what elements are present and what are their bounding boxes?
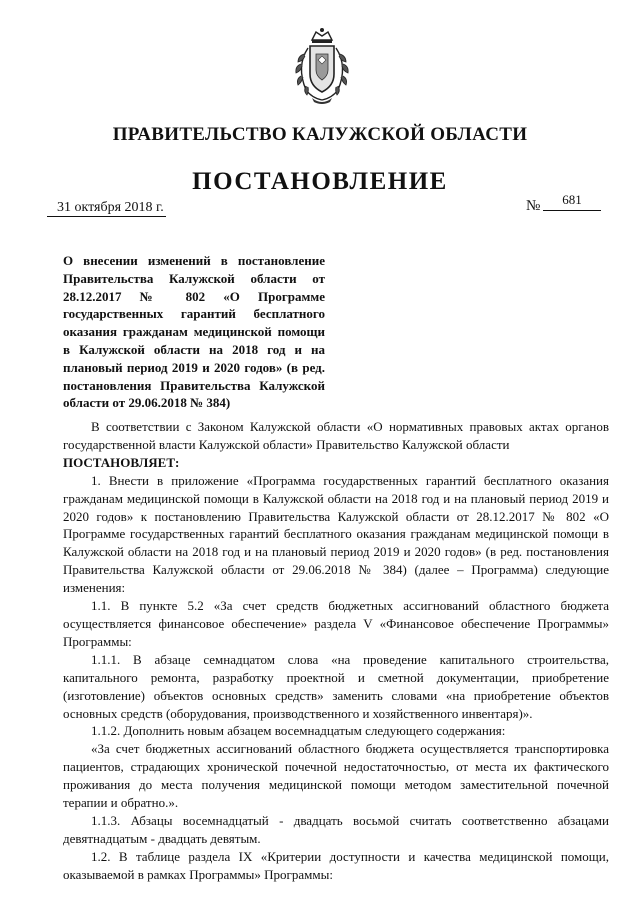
- document-type-title: ПОСТАНОВЛЕНИЕ: [192, 168, 448, 195]
- intro-paragraph: В соответствии с Законом Калужской области «О нормативных правовых актах органов государственной власти Калужской области» Правительство Калужской области: [63, 419, 609, 452]
- government-title: ПРАВИТЕЛЬСТВО КАЛУЖСКОЙ ОБЛАСТИ: [112, 124, 528, 145]
- coat-of-arms-icon: [290, 26, 354, 106]
- decree-heading: ПОСТАНОВЛЯЕТ:: [63, 454, 180, 470]
- body-paragraph: 1.1.2. Дополнить новым абзацем восемнадцатым следующего содержания:: [91, 723, 506, 739]
- document-number: 681: [543, 192, 601, 211]
- document-body: [63, 418, 609, 884]
- body-paragraph: «За счет бюджетных ассигнований областного бюджета осуществляется транспортировка пациентов, страдающих хронической почечной недостаточностью, от места их фактического проживания до места получения медицинской помощи методом заместительной почечной терапии и обратно.».: [63, 741, 609, 811]
- body-paragraph: 1.1. В пункте 5.2 «За счет средств бюджетных ассигнований областного бюджета осуществляется финансовое обеспечение» раздела V «Финансовое обеспечение Программы» Программы:: [63, 598, 609, 649]
- body-paragraph: 1.2. В таблице раздела IX «Критерии доступности и качества медицинской помощи, оказываемой в рамках Программы» Программы:: [63, 848, 609, 882]
- body-paragraph: 1. Внести в приложение «Программа государственных гарантий бесплатного оказания гражданам медицинской помощи в Калужской области на 2018 год и на плановый период 2019 и 2020 годов» к постановлению Правительства Калужской области от 28.12.2017 № 802 «О Программе государственных гарантий бесплатного оказания гражданам медицинской помощи в Калужской области на 2018 год и на плановый период 2019 и 2020 годов» (в ред. постановления Правительства Калужской области от 29.06.2018 № 384) (далее – Программа) следующие изменения:: [63, 472, 609, 596]
- document-subject: О внесении изменений в постановление Правительства Калужской области от 28.12.2017 № 802 «О Программе государственных гарантий бесплатного оказания гражданам медицинской помощи в Калужской области на 2018 год и на плановый период 2019 и 2020 годов» (в ред. постановления Правительства Калужской области от 29.06.2018 № 384): [63, 253, 325, 411]
- number-label: №: [526, 198, 541, 214]
- body-paragraph: 1.1.3. Абзацы восемнадцатый - двадцать восьмой считать соответственно абзацами девятнадцатым - двадцать девятым.: [63, 812, 609, 846]
- body-paragraph: 1.1.1. В абзаце семнадцатом слова «на проведение капитального строительства, капитального ремонта, разработку проектной и сметной документации, приобретение (изготовление) объектов основных средств» заменить словами «на приобретение объектов основных средств (оборудования, производственного и хозяйственного инвентаря)».: [63, 651, 609, 721]
- document-date: 31 октября 2018 г.: [47, 200, 166, 217]
